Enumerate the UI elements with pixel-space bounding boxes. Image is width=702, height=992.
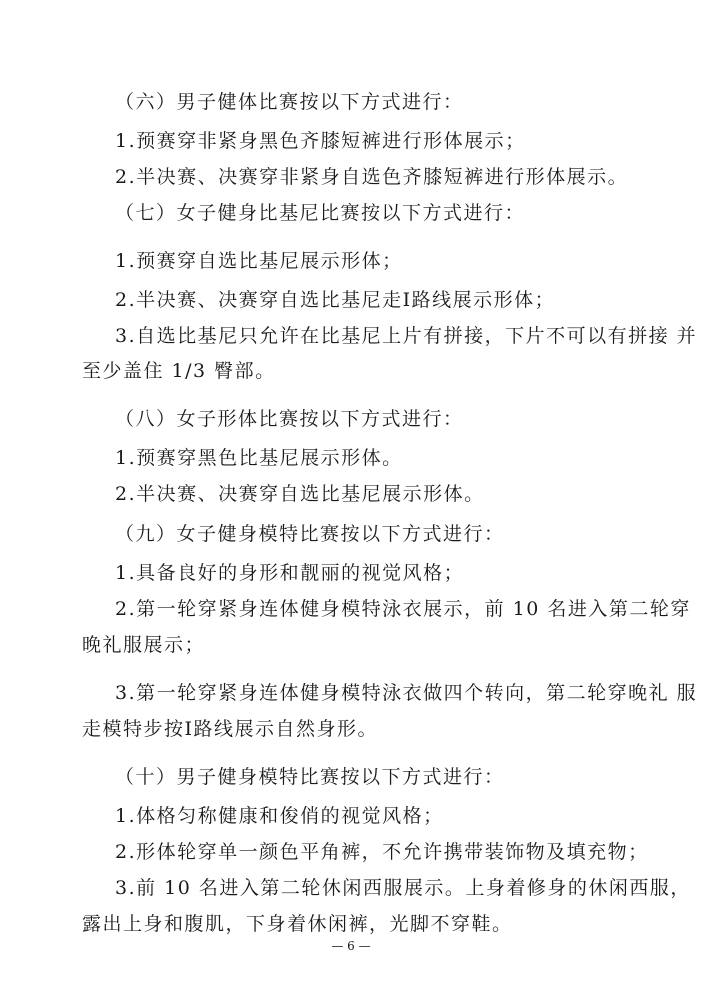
paragraph-line: 2.半决赛、决赛穿非紧身自选色齐膝短裤进行形体展示。	[115, 166, 629, 188]
paragraph-line: 1.具备良好的身形和靓丽的视觉风格；	[115, 562, 465, 584]
paragraph-line: 露出上身和腹肌，下身着休闲裤，光脚不穿鞋。	[82, 913, 513, 935]
paragraph-line: 1.预赛穿黑色比基尼展示形体。	[115, 447, 403, 469]
section-heading-ten: （十）男子健身模特比赛按以下方式进行：	[115, 766, 505, 788]
paragraph-line: 2.半决赛、决赛穿自选比基尼走Ⅰ路线展示形体；	[115, 289, 556, 311]
paragraph-line: 至少盖住 1/3 臀部。	[82, 360, 276, 382]
paragraph-line: 3.自选比基尼只允许在比基尼上片有拼接，下片不可以有拼接 并	[115, 325, 698, 347]
paragraph-line: 2.半决赛、决赛穿自选比基尼展示形体。	[115, 483, 485, 505]
paragraph-line: 2.形体轮穿单一颜色平角裤，不允许携带装饰物及填充物；	[115, 841, 649, 863]
section-heading-seven: （七）女子健身比基尼比赛按以下方式进行：	[115, 202, 526, 224]
paragraph-line: 2.第一轮穿紧身连体健身模特泳衣展示，前 10 名进入第二轮穿	[115, 598, 691, 620]
page-number: — 6 —	[331, 939, 371, 953]
paragraph-line: 1.体格匀称健康和俊俏的视觉风格；	[115, 805, 444, 827]
paragraph-line: 1.预赛穿自选比基尼展示形体；	[115, 250, 403, 272]
paragraph-line: 1.预赛穿非紧身黑色齐膝短裤进行形体展示；	[115, 130, 526, 152]
section-heading-nine: （九）女子健身模特比赛按以下方式进行：	[115, 523, 505, 545]
paragraph-line: 晚礼服展示；	[82, 634, 206, 656]
section-heading-eight: （八）女子形体比赛按以下方式进行：	[115, 408, 464, 430]
section-heading-six: （六）男子健体比赛按以下方式进行：	[115, 91, 464, 113]
paragraph-line: 走模特步按Ⅰ路线展示自然身形。	[82, 718, 379, 740]
paragraph-line: 3.第一轮穿紧身连体健身模特泳衣做四个转向，第二轮穿晚礼 服	[115, 682, 698, 704]
paragraph-line: 3.前 10 名进入第二轮休闲西服展示。上身着修身的休闲西服，	[115, 877, 691, 899]
